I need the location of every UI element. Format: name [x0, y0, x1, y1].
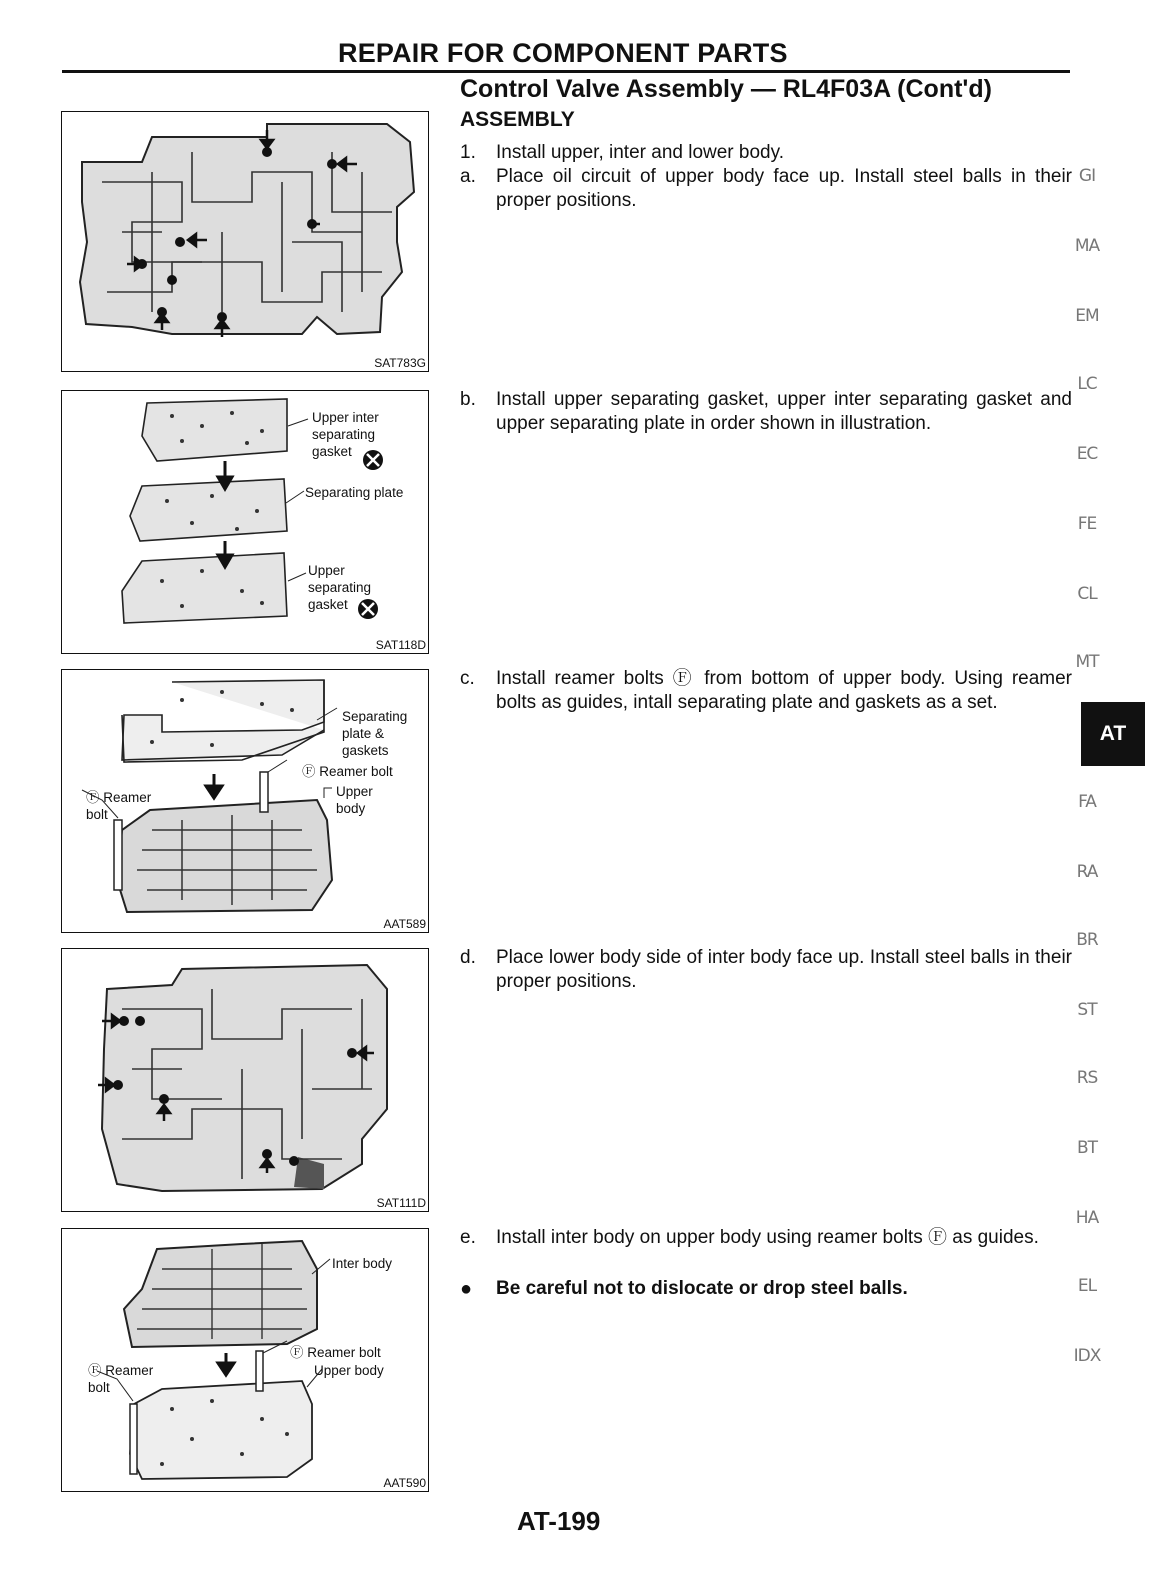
step-1: [460, 141, 1072, 165]
assembly-subhead: ASSEMBLY: [460, 108, 575, 131]
bullet-icon: ●: [460, 1278, 473, 1300]
step-text: Be careful not to dislocate or drop steel balls.: [496, 1278, 908, 1299]
figure-code: SAT111D: [376, 1196, 426, 1210]
step-text: Install upper, inter and lower body.: [496, 142, 784, 163]
label-separating-plate: Separating plate: [305, 485, 404, 500]
label-reamer-bolt-left: Ⓕ Reamer bolt: [88, 1363, 154, 1395]
step-marker: 1.: [460, 142, 476, 163]
figure-reamer-bolts: [61, 669, 429, 933]
page-number: AT-199: [517, 1506, 601, 1536]
section-tab-el[interactable]: EL: [1077, 1276, 1097, 1296]
section-title: Control Valve Assembly — RL4F03A (Cont'd): [460, 75, 992, 103]
section-tab-bt[interactable]: BT: [1076, 1138, 1098, 1158]
step-text: Place lower body side of inter body face up. Install steel balls in their proper positions.: [496, 947, 1072, 992]
section-tab-mt[interactable]: MT: [1075, 652, 1099, 672]
section-tab-cl[interactable]: CL: [1077, 584, 1097, 604]
section-tab-lc[interactable]: LC: [1077, 374, 1097, 394]
step-a: [460, 165, 1072, 213]
label-reamer-bolt: Ⓕ Reamer bolt: [290, 1345, 381, 1360]
page-header-title: REPAIR FOR COMPONENT PARTS: [338, 38, 788, 68]
figure-inter-on-upper: [61, 1228, 429, 1492]
label-upper-body: Upper body: [314, 1363, 384, 1378]
section-tab-em[interactable]: EM: [1075, 306, 1099, 326]
label-upper-inter-separating-gasket: Upper inter separating gasket: [312, 410, 379, 459]
figure-code: AAT590: [383, 1476, 426, 1490]
section-tab-st[interactable]: ST: [1077, 1000, 1097, 1020]
section-tab-fe[interactable]: FE: [1077, 514, 1097, 534]
section-tab-ra[interactable]: RA: [1076, 862, 1098, 882]
label-upper-separating-gasket: Upper separating gasket: [308, 563, 372, 612]
step-marker: d.: [460, 947, 476, 968]
caution-bullet: [460, 1277, 1072, 1301]
step-text: Install inter body on upper body using reamer bolts Ⓕ as guides.: [496, 1227, 1039, 1248]
step-marker: c.: [460, 668, 475, 689]
section-tab-ec[interactable]: EC: [1076, 444, 1098, 464]
section-tab-gi[interactable]: GI: [1078, 166, 1096, 186]
section-tab-br[interactable]: BR: [1076, 930, 1098, 950]
step-marker: b.: [460, 389, 476, 410]
upper-body-drawing: [62, 112, 428, 371]
label-separating-plate-gaskets: Separating plate & gaskets: [342, 709, 408, 758]
figure-upper-body: [61, 111, 429, 372]
step-b: [460, 388, 1072, 436]
step-c: [460, 667, 1072, 715]
label-reamer-bolt-left: Ⓕ Reamer bolt: [86, 790, 152, 822]
inter-body-drawing: [62, 949, 428, 1211]
section-tab-fa[interactable]: FA: [1078, 792, 1096, 812]
step-text: Place oil circuit of upper body face up. Install steel balls in their proper positions.: [496, 166, 1072, 211]
section-tab-rs[interactable]: RS: [1076, 1068, 1098, 1088]
step-marker: a.: [460, 166, 476, 187]
section-tab-ha[interactable]: HA: [1075, 1208, 1099, 1228]
step-text: Install reamer bolts Ⓕ from bottom of upper body. Using reamer bolts as guides, intall separating plate and gaskets as a set.: [496, 668, 1072, 713]
figure-separating-gasket: [61, 390, 429, 654]
label-upper-body: Upper body: [336, 784, 373, 816]
header-rule: [62, 70, 1070, 73]
step-marker: e.: [460, 1227, 476, 1248]
figure-code: SAT118D: [375, 638, 426, 652]
label-inter-body: Inter body: [332, 1256, 393, 1271]
section-tab-idx[interactable]: IDX: [1073, 1346, 1101, 1366]
section-tab-ma[interactable]: MA: [1074, 236, 1100, 256]
step-e: [460, 1226, 1072, 1250]
figure-inter-body-lower: [61, 948, 429, 1212]
figure-code: SAT783G: [374, 356, 426, 370]
label-reamer-bolt: Ⓕ Reamer bolt: [302, 764, 393, 779]
step-d: [460, 946, 1072, 994]
figure-code: AAT589: [383, 917, 426, 931]
section-tab-at-active[interactable]: AT: [1081, 702, 1145, 766]
step-text: Install upper separating gasket, upper inter separating gasket and upper separating plate in order shown in illustration.: [496, 389, 1072, 434]
